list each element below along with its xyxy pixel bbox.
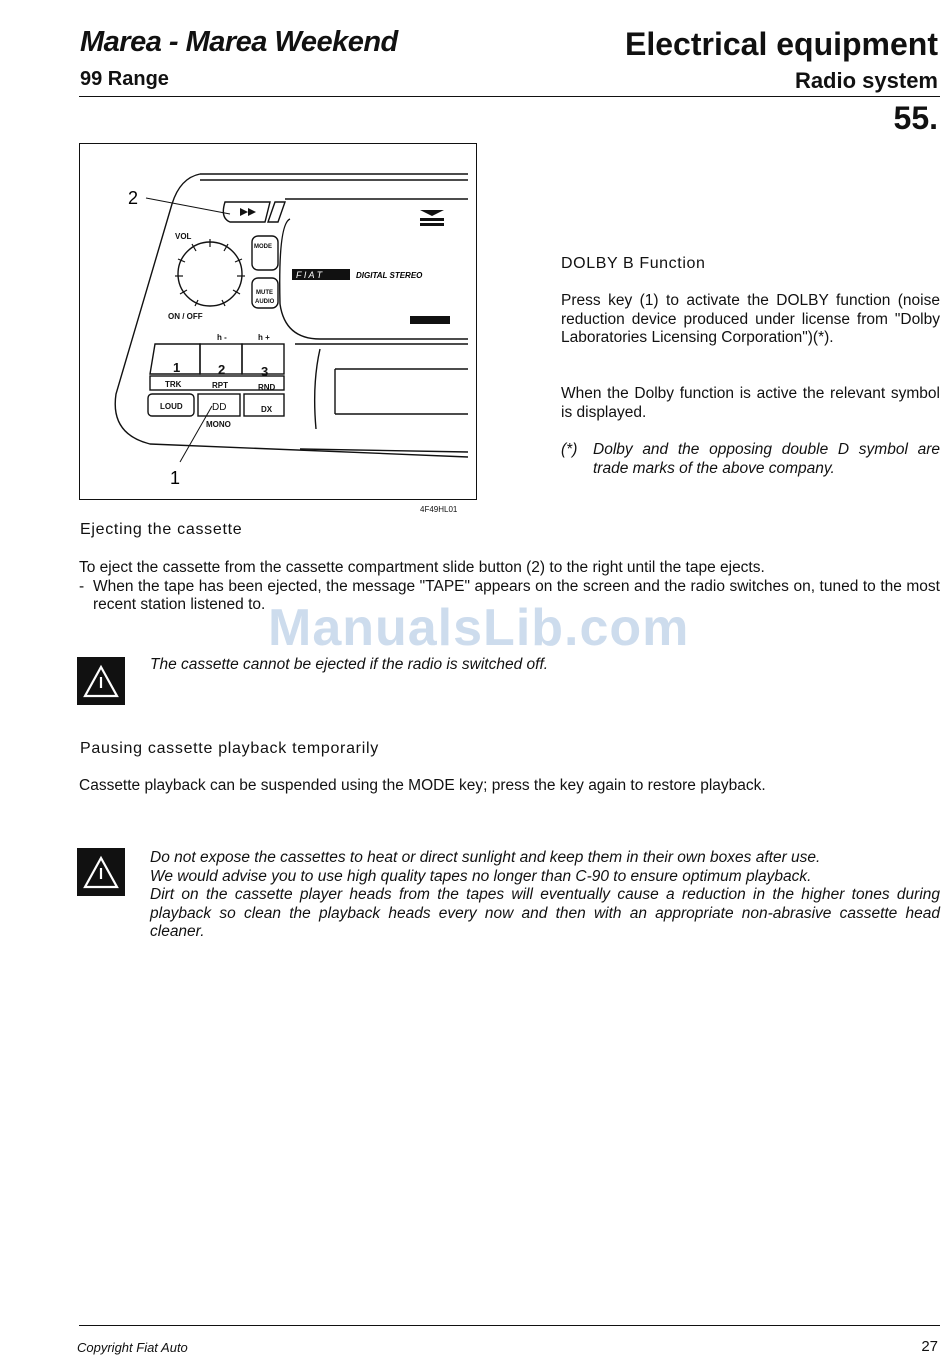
section-number: 55. [893, 100, 938, 136]
radio-drawing [80, 144, 476, 499]
ejecting-list-item: - When the tape has been ejected, the message "TAPE" appears on the screen and the radio switches on, tuned to the most recent station listened to. [79, 577, 940, 614]
svg-text:RND: RND [258, 383, 276, 392]
pausing-heading: Pausing cassette playback temporarily [80, 740, 379, 757]
svg-text:ON / OFF: ON / OFF [168, 312, 203, 321]
warning-triangle-icon [77, 848, 125, 896]
warning-triangle-icon [77, 657, 125, 705]
warning-2-line-2: We would advise you to use high quality tapes no longer than C-90 to ensure optimum playback. [150, 867, 812, 885]
warning-2-line-3: Dirt on the cassette player heads from the tapes will eventually cause a reduction in the higher tones during playback so clean the playback heads every now and then with an appropriate non-abrasive cassette head cleaner. [150, 886, 940, 941]
chapter-title: Electrical equipment [625, 26, 938, 62]
svg-text:DX: DX [261, 405, 273, 414]
footnote-mark: (*) [561, 441, 578, 458]
document-subtitle: 99 Range [80, 68, 169, 90]
callout-2: 2 [128, 188, 139, 208]
warning-2-text [150, 849, 940, 942]
warning-2-line-1: Do not expose the cassettes to heat or direct sunlight and keep them in their own boxes after use. [150, 849, 821, 866]
play-icon [240, 208, 256, 216]
footer-page-number: 27 [921, 1338, 938, 1355]
dolby-heading: DOLBY B Function [561, 255, 706, 272]
chapter-subtitle: Radio system [794, 68, 938, 93]
dolby-paragraph-2: When the Dolby function is active the relevant symbol is displayed. [561, 385, 940, 421]
brand-badge-icon [410, 316, 450, 324]
dolby-paragraph-1: Press key (1) to activate the DOLBY function (noise reduction device produced under license from "Dolby Laboratories Licensing Corporation")(*). [561, 292, 940, 347]
list-dash: - [79, 577, 85, 595]
pausing-body: Cassette playback can be suspended using the MODE key; press the key again to restore playback. [79, 777, 766, 794]
document-title: Marea - Marea Weekend [80, 26, 398, 58]
svg-text:h -: h - [217, 333, 227, 342]
svg-text:AUDIO: AUDIO [255, 299, 275, 305]
svg-text:MUTE: MUTE [256, 290, 273, 296]
radio-illustration [79, 143, 477, 500]
svg-text:LOUD: LOUD [160, 402, 183, 411]
ejecting-paragraph: To eject the cassette from the cassette compartment slide button (2) to the right until the tape ejects. [79, 559, 765, 576]
svg-text:MODE: MODE [254, 244, 272, 250]
svg-text:MONO: MONO [206, 420, 231, 429]
callout-1: 1 [170, 468, 181, 488]
svg-text:DIGITAL STEREO: DIGITAL STEREO [356, 271, 423, 280]
svg-text:F I A T: F I A T [296, 270, 323, 280]
svg-text:DD: DD [212, 402, 227, 413]
svg-text:RPT: RPT [212, 381, 228, 390]
svg-text:TRK: TRK [165, 380, 182, 389]
header-rule [79, 96, 940, 97]
footer-copyright: Copyright Fiat Auto [77, 1340, 188, 1355]
svg-text:3: 3 [261, 364, 269, 379]
svg-text:h +: h + [258, 333, 270, 342]
warning-1-text: The cassette cannot be ejected if the radio is switched off. [150, 656, 549, 673]
svg-text:2: 2 [218, 362, 226, 377]
eject-icon [420, 210, 444, 216]
svg-text:1: 1 [173, 360, 181, 375]
watermark: ManualsLib.com [268, 599, 690, 657]
figure-reference: 4F49HL01 [420, 505, 458, 514]
dolby-footnote [561, 441, 940, 478]
footnote-text: Dolby and the opposing double D symbol are trade marks of the above company. [593, 441, 940, 477]
svg-text:VOL: VOL [175, 232, 192, 241]
ejecting-heading: Ejecting the cassette [80, 521, 243, 538]
footer-rule [79, 1325, 940, 1326]
